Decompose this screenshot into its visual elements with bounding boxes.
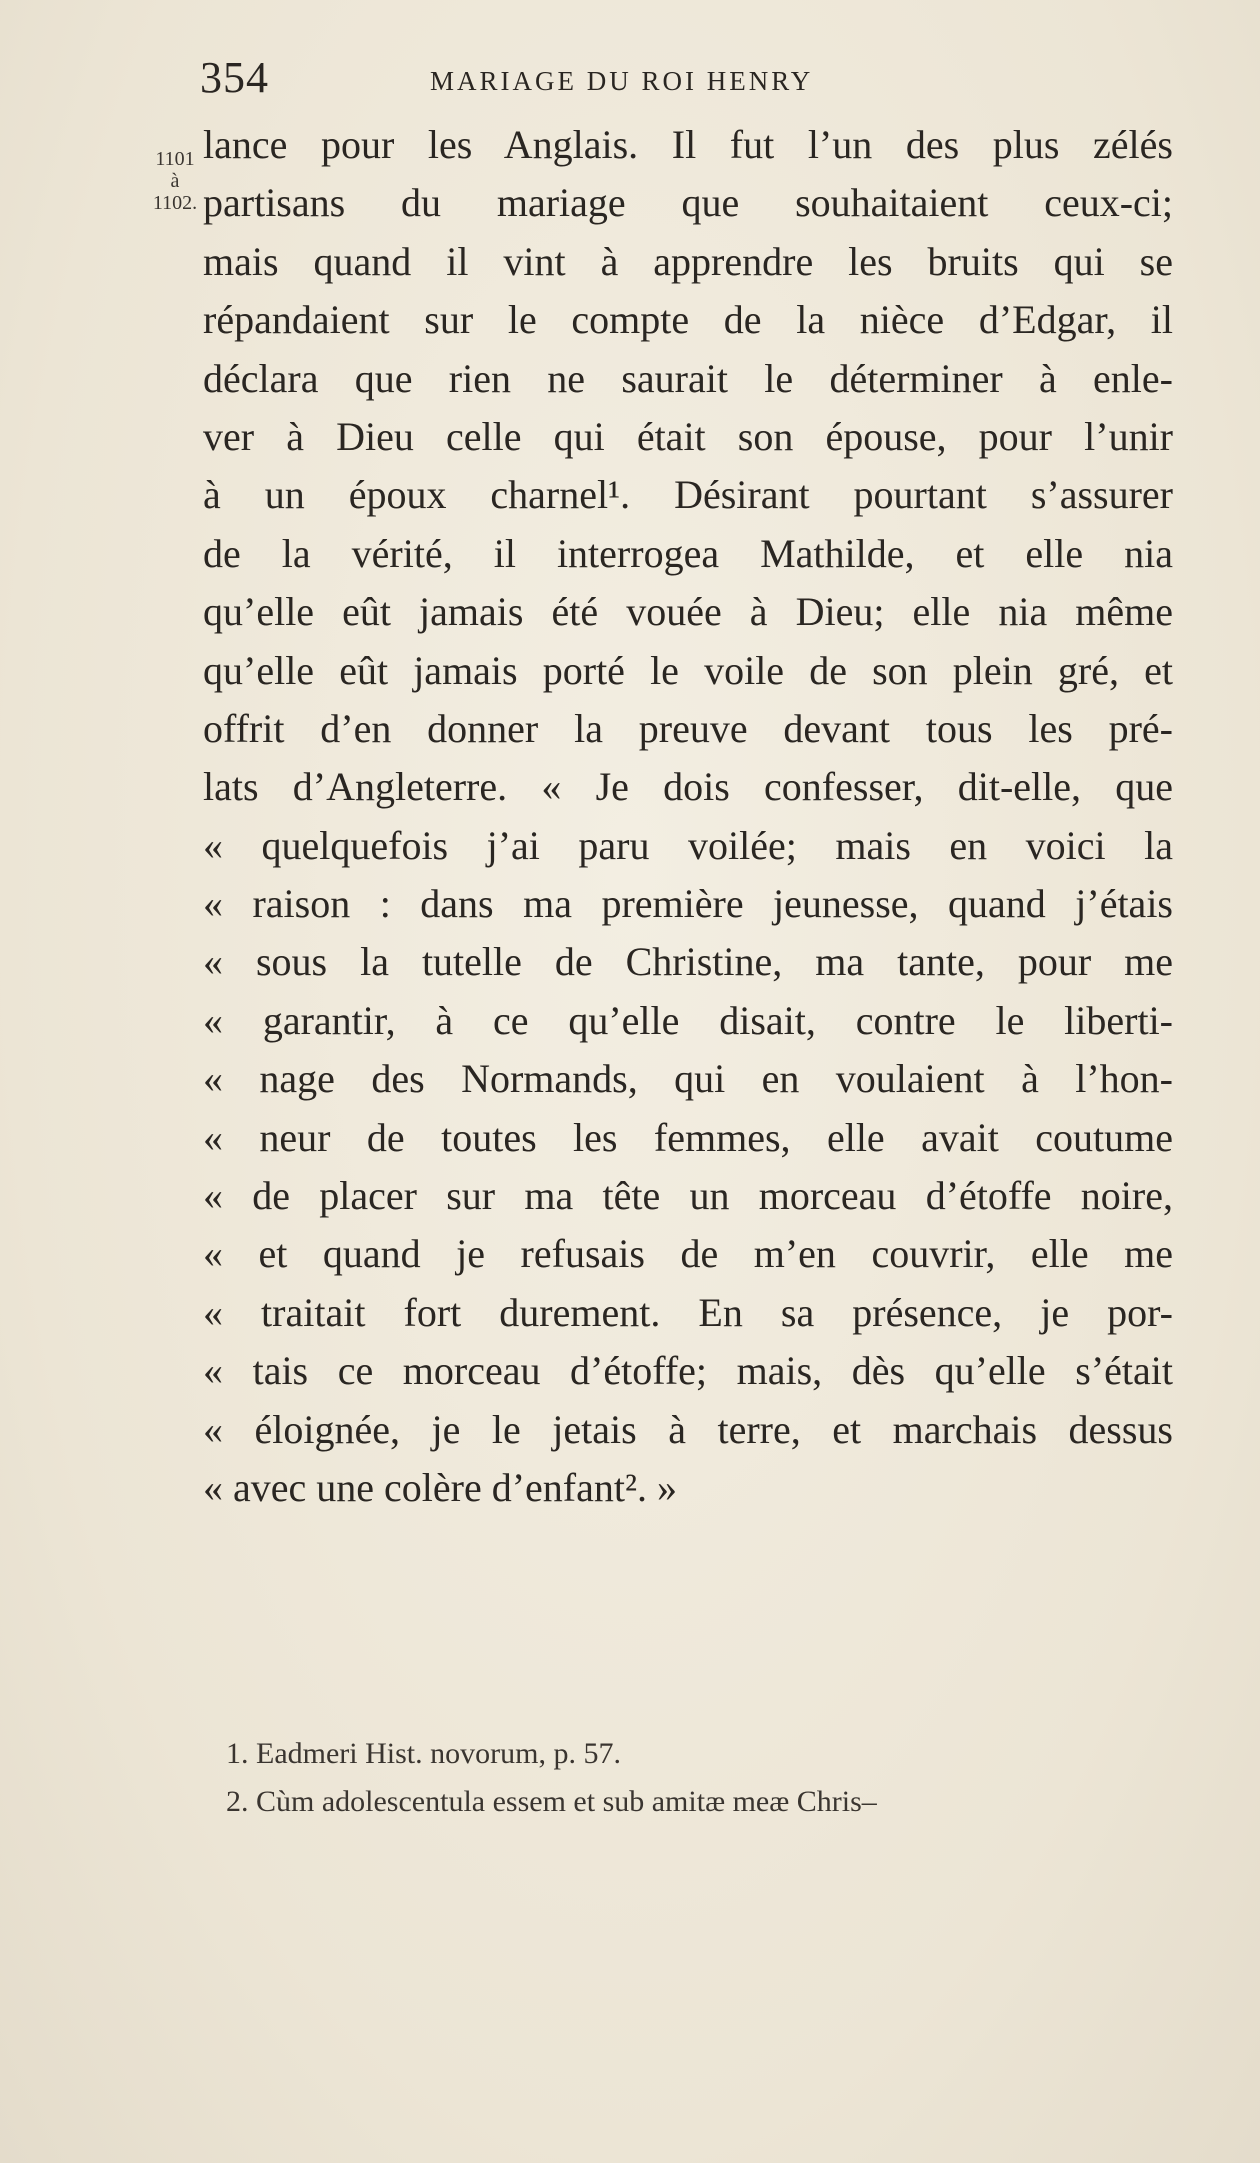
text-line: mais quand il vint à apprendre les bruits qui se [203,238,1173,284]
running-title: MARIAGE DU ROI HENRY [430,66,814,96]
page-number: 354 [200,53,269,102]
body-text [203,116,1173,1517]
text-line: répandaient sur le compte de la nièce d’Edgar, il [203,297,1173,343]
text-line: de la vérité, il interrogea Mathilde, et elle nia [203,530,1173,576]
text-line: qu’elle eût jamais porté le voile de son plein gré, et [203,647,1173,693]
text-line: « tais ce morceau d’étoffe; mais, dès qu’elle s’était [203,1348,1173,1394]
text-line: « nage des Normands, qui en voulaient à l’hon- [203,1056,1173,1102]
text-line: « garantir, à ce qu’elle disait, contre le liberti- [203,997,1173,1043]
text-line: « de placer sur ma tête un morceau d’étoffe noire, [203,1173,1173,1219]
text-line: « raison : dans ma première jeunesse, quand j’étais [203,881,1173,927]
text-line: lats d’Angleterre. « Je dois confesser, dit-elle, que [203,764,1173,810]
margin-date-note [150,148,200,214]
text-line: « éloignée, je le jetais à terre, et marchais dessus [203,1406,1173,1452]
text-line: offrit d’en donner la preuve devant tous les pré- [203,705,1173,751]
text-line: lance pour les Anglais. Il fut l’un des plus zélés [203,122,1173,167]
date-from: 1101 [155,148,195,170]
text-line: « neur de toutes les femmes, elle avait coutume [203,1114,1173,1160]
text-line: « et quand je refusais de m’en couvrir, elle me [203,1231,1173,1277]
footnote-2: 2. Cùm adolescentula essem et sub amitæ meæ Chris– [226,1785,877,1818]
text-line: partisans du mariage que souhaitaient ceux-ci; [203,180,1173,226]
date-separator: à [170,170,180,192]
text-line: « avec une colère d’enfant². » [203,1464,677,1510]
text-line: qu’elle eût jamais été vouée à Dieu; elle nia même [203,589,1173,635]
text-line: à un époux charnel¹. Désirant pourtant s’assurer [203,472,1173,518]
footnotes [226,1730,1186,1826]
text-line: déclara que rien ne saurait le déterminer à enle- [203,355,1173,401]
text-line: « quelquefois j’ai paru voilée; mais en voici la [203,822,1173,868]
footnote-1: 1. Eadmeri Hist. novorum, p. 57. [226,1737,621,1770]
text-line: ver à Dieu celle qui était son épouse, pour l’unir [203,413,1173,459]
text-line: « sous la tutelle de Christine, ma tante, pour me [203,939,1173,985]
text-line: « traitait fort durement. En sa présence, je por- [203,1289,1173,1335]
date-to: 1102. [152,192,198,214]
page-header [0,52,1260,112]
